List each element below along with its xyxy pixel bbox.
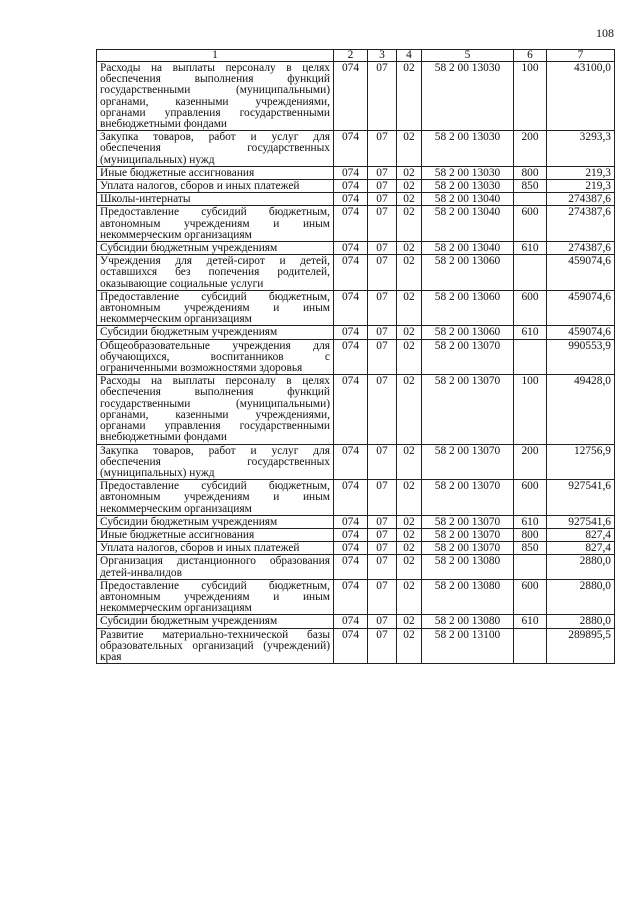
cell-amount: 219,3 xyxy=(547,166,615,179)
cell-name: Развитие материально-технической базы образовательных организаций (учреждений) края xyxy=(97,628,334,664)
cell-ministry: 074 xyxy=(334,290,368,326)
cell-ministry: 074 xyxy=(334,62,368,131)
col-header: 7 xyxy=(547,50,615,62)
cell-name: Организация дистанционного образования детей-инвалидов xyxy=(97,555,334,579)
col-header: 2 xyxy=(334,50,368,62)
cell-target-article: 58 2 00 13060 xyxy=(422,326,514,339)
page-number: 108 xyxy=(596,26,614,40)
cell-section: 07 xyxy=(368,375,397,444)
cell-target-article: 58 2 00 13070 xyxy=(422,444,514,480)
cell-name: Общеобразовательные учреждения для обучающихся, воспитанников с ограниченными возможностями здоровья xyxy=(97,339,334,375)
cell-name: Расходы на выплаты персоналу в целях обеспечения выполнения функций государственными (муниципальными) органами, казенными учреждениями, органами управления государственными внебюджетными фондами xyxy=(97,62,334,131)
cell-name: Предоставление субсидий бюджетным, автономным учреждениям и иным некоммерческим организациям xyxy=(97,206,334,242)
table-row xyxy=(97,290,615,326)
cell-amount: 219,3 xyxy=(547,180,615,193)
cell-section: 07 xyxy=(368,62,397,131)
cell-section: 07 xyxy=(368,615,397,628)
cell-name: Субсидии бюджетным учреждениям xyxy=(97,326,334,339)
cell-amount: 459074,6 xyxy=(547,326,615,339)
cell-target-article: 58 2 00 13030 xyxy=(422,180,514,193)
cell-target-article: 58 2 00 13040 xyxy=(422,206,514,242)
table-row xyxy=(97,131,615,167)
cell-section: 07 xyxy=(368,193,397,206)
cell-section: 07 xyxy=(368,166,397,179)
table-row xyxy=(97,542,615,555)
table-row xyxy=(97,193,615,206)
cell-subsection: 02 xyxy=(397,62,422,131)
col-header: 4 xyxy=(397,50,422,62)
cell-name: Предоставление субсидий бюджетным, автономным учреждениям и иным некоммерческим организациям xyxy=(97,290,334,326)
cell-amount: 49428,0 xyxy=(547,375,615,444)
cell-subsection: 02 xyxy=(397,255,422,291)
cell-expense-type: 800 xyxy=(514,528,547,541)
cell-ministry: 074 xyxy=(334,339,368,375)
cell-name: Учреждения для детей-сирот и детей, оставшихся без попечения родителей, оказывающие социальные услуги xyxy=(97,255,334,291)
cell-target-article: 58 2 00 13030 xyxy=(422,166,514,179)
cell-section: 07 xyxy=(368,255,397,291)
cell-expense-type: 610 xyxy=(514,515,547,528)
cell-ministry: 074 xyxy=(334,528,368,541)
cell-subsection: 02 xyxy=(397,528,422,541)
cell-subsection: 02 xyxy=(397,339,422,375)
col-header: 3 xyxy=(368,50,397,62)
table-row xyxy=(97,528,615,541)
cell-subsection: 02 xyxy=(397,193,422,206)
cell-section: 07 xyxy=(368,339,397,375)
col-header: 5 xyxy=(422,50,514,62)
table-row xyxy=(97,375,615,444)
table-row xyxy=(97,444,615,480)
cell-section: 07 xyxy=(368,444,397,480)
cell-amount: 990553,9 xyxy=(547,339,615,375)
cell-ministry: 074 xyxy=(334,444,368,480)
cell-target-article: 58 2 00 13070 xyxy=(422,515,514,528)
cell-ministry: 074 xyxy=(334,242,368,255)
cell-ministry: 074 xyxy=(334,555,368,579)
table-body xyxy=(97,62,615,664)
cell-section: 07 xyxy=(368,515,397,528)
cell-section: 07 xyxy=(368,290,397,326)
cell-expense-type: 600 xyxy=(514,579,547,615)
cell-name: Субсидии бюджетным учреждениям xyxy=(97,242,334,255)
cell-amount: 3293,3 xyxy=(547,131,615,167)
cell-ministry: 074 xyxy=(334,375,368,444)
cell-expense-type: 800 xyxy=(514,166,547,179)
cell-section: 07 xyxy=(368,180,397,193)
cell-amount: 2880,0 xyxy=(547,555,615,579)
cell-section: 07 xyxy=(368,555,397,579)
cell-target-article: 58 2 00 13060 xyxy=(422,255,514,291)
table-row xyxy=(97,180,615,193)
cell-target-article: 58 2 00 13080 xyxy=(422,555,514,579)
cell-target-article: 58 2 00 13070 xyxy=(422,375,514,444)
cell-subsection: 02 xyxy=(397,180,422,193)
cell-expense-type: 100 xyxy=(514,62,547,131)
table-row xyxy=(97,206,615,242)
cell-amount: 927541,6 xyxy=(547,480,615,516)
cell-expense-type: 850 xyxy=(514,542,547,555)
table-row xyxy=(97,62,615,131)
cell-ministry: 074 xyxy=(334,180,368,193)
cell-ministry: 074 xyxy=(334,579,368,615)
cell-ministry: 074 xyxy=(334,166,368,179)
cell-section: 07 xyxy=(368,628,397,664)
cell-target-article: 58 2 00 13080 xyxy=(422,615,514,628)
cell-ministry: 074 xyxy=(334,193,368,206)
cell-name: Предоставление субсидий бюджетным, автономным учреждениям и иным некоммерческим организациям xyxy=(97,480,334,516)
cell-amount: 274387,6 xyxy=(547,193,615,206)
cell-name: Закупка товаров, работ и услуг для обеспечения государственных (муниципальных) нужд xyxy=(97,131,334,167)
header-row xyxy=(97,50,615,62)
cell-expense-type: 610 xyxy=(514,326,547,339)
cell-target-article: 58 2 00 13040 xyxy=(422,193,514,206)
cell-ministry: 074 xyxy=(334,615,368,628)
cell-ministry: 074 xyxy=(334,326,368,339)
cell-subsection: 02 xyxy=(397,628,422,664)
table-row xyxy=(97,628,615,664)
cell-subsection: 02 xyxy=(397,615,422,628)
cell-ministry: 074 xyxy=(334,515,368,528)
cell-amount: 927541,6 xyxy=(547,515,615,528)
cell-target-article: 58 2 00 13030 xyxy=(422,62,514,131)
cell-target-article: 58 2 00 13070 xyxy=(422,528,514,541)
cell-expense-type: 850 xyxy=(514,180,547,193)
table-row xyxy=(97,480,615,516)
cell-subsection: 02 xyxy=(397,326,422,339)
cell-name: Уплата налогов, сборов и иных платежей xyxy=(97,542,334,555)
cell-target-article: 58 2 00 13080 xyxy=(422,579,514,615)
cell-target-article: 58 2 00 13070 xyxy=(422,542,514,555)
cell-subsection: 02 xyxy=(397,542,422,555)
cell-expense-type: 100 xyxy=(514,375,547,444)
cell-expense-type: 200 xyxy=(514,131,547,167)
cell-amount: 274387,6 xyxy=(547,242,615,255)
table-row xyxy=(97,515,615,528)
col-header: 1 xyxy=(97,50,334,62)
cell-section: 07 xyxy=(368,480,397,516)
cell-section: 07 xyxy=(368,326,397,339)
cell-subsection: 02 xyxy=(397,206,422,242)
cell-name: Субсидии бюджетным учреждениям xyxy=(97,615,334,628)
cell-section: 07 xyxy=(368,131,397,167)
table-row xyxy=(97,579,615,615)
cell-subsection: 02 xyxy=(397,515,422,528)
cell-section: 07 xyxy=(368,206,397,242)
cell-subsection: 02 xyxy=(397,166,422,179)
cell-amount: 289895,5 xyxy=(547,628,615,664)
cell-name: Расходы на выплаты персоналу в целях обеспечения выполнения функций государственными (муниципальными) органами, казенными учреждениями, органами управления государственными внебюджетными фондами xyxy=(97,375,334,444)
cell-target-article: 58 2 00 13030 xyxy=(422,131,514,167)
cell-name: Предоставление субсидий бюджетным, автономным учреждениям и иным некоммерческим организациям xyxy=(97,579,334,615)
table-row xyxy=(97,339,615,375)
table-row xyxy=(97,255,615,291)
cell-subsection: 02 xyxy=(397,444,422,480)
cell-expense-type: 600 xyxy=(514,480,547,516)
table-row xyxy=(97,166,615,179)
cell-amount: 274387,6 xyxy=(547,206,615,242)
cell-target-article: 58 2 00 13070 xyxy=(422,339,514,375)
cell-target-article: 58 2 00 13060 xyxy=(422,290,514,326)
cell-subsection: 02 xyxy=(397,242,422,255)
cell-subsection: 02 xyxy=(397,579,422,615)
cell-name: Иные бюджетные ассигнования xyxy=(97,528,334,541)
cell-subsection: 02 xyxy=(397,555,422,579)
cell-ministry: 074 xyxy=(334,480,368,516)
cell-target-article: 58 2 00 13070 xyxy=(422,480,514,516)
cell-ministry: 074 xyxy=(334,131,368,167)
cell-amount: 827,4 xyxy=(547,542,615,555)
table-row xyxy=(97,615,615,628)
cell-amount: 459074,6 xyxy=(547,290,615,326)
cell-section: 07 xyxy=(368,242,397,255)
cell-target-article: 58 2 00 13040 xyxy=(422,242,514,255)
cell-subsection: 02 xyxy=(397,290,422,326)
cell-amount: 43100,0 xyxy=(547,62,615,131)
cell-subsection: 02 xyxy=(397,375,422,444)
cell-ministry: 074 xyxy=(334,206,368,242)
cell-amount: 12756,9 xyxy=(547,444,615,480)
cell-expense-type xyxy=(514,339,547,375)
cell-expense-type: 610 xyxy=(514,615,547,628)
budget-table xyxy=(96,49,615,664)
cell-ministry: 074 xyxy=(334,542,368,555)
cell-ministry: 074 xyxy=(334,628,368,664)
cell-expense-type: 610 xyxy=(514,242,547,255)
cell-section: 07 xyxy=(368,579,397,615)
cell-expense-type: 600 xyxy=(514,290,547,326)
cell-expense-type xyxy=(514,555,547,579)
cell-subsection: 02 xyxy=(397,480,422,516)
cell-expense-type: 200 xyxy=(514,444,547,480)
cell-name: Субсидии бюджетным учреждениям xyxy=(97,515,334,528)
cell-target-article: 58 2 00 13100 xyxy=(422,628,514,664)
table-row xyxy=(97,555,615,579)
cell-amount: 459074,6 xyxy=(547,255,615,291)
cell-subsection: 02 xyxy=(397,131,422,167)
cell-expense-type: 600 xyxy=(514,206,547,242)
cell-section: 07 xyxy=(368,528,397,541)
cell-section: 07 xyxy=(368,542,397,555)
cell-name: Школы-интернаты xyxy=(97,193,334,206)
cell-name: Иные бюджетные ассигнования xyxy=(97,166,334,179)
cell-expense-type xyxy=(514,628,547,664)
cell-expense-type xyxy=(514,193,547,206)
table-row xyxy=(97,242,615,255)
cell-name: Закупка товаров, работ и услуг для обеспечения государственных (муниципальных) нужд xyxy=(97,444,334,480)
cell-expense-type xyxy=(514,255,547,291)
col-header: 6 xyxy=(514,50,547,62)
cell-name: Уплата налогов, сборов и иных платежей xyxy=(97,180,334,193)
cell-amount: 827,4 xyxy=(547,528,615,541)
cell-ministry: 074 xyxy=(334,255,368,291)
table-row xyxy=(97,326,615,339)
cell-amount: 2880,0 xyxy=(547,615,615,628)
cell-amount: 2880,0 xyxy=(547,579,615,615)
